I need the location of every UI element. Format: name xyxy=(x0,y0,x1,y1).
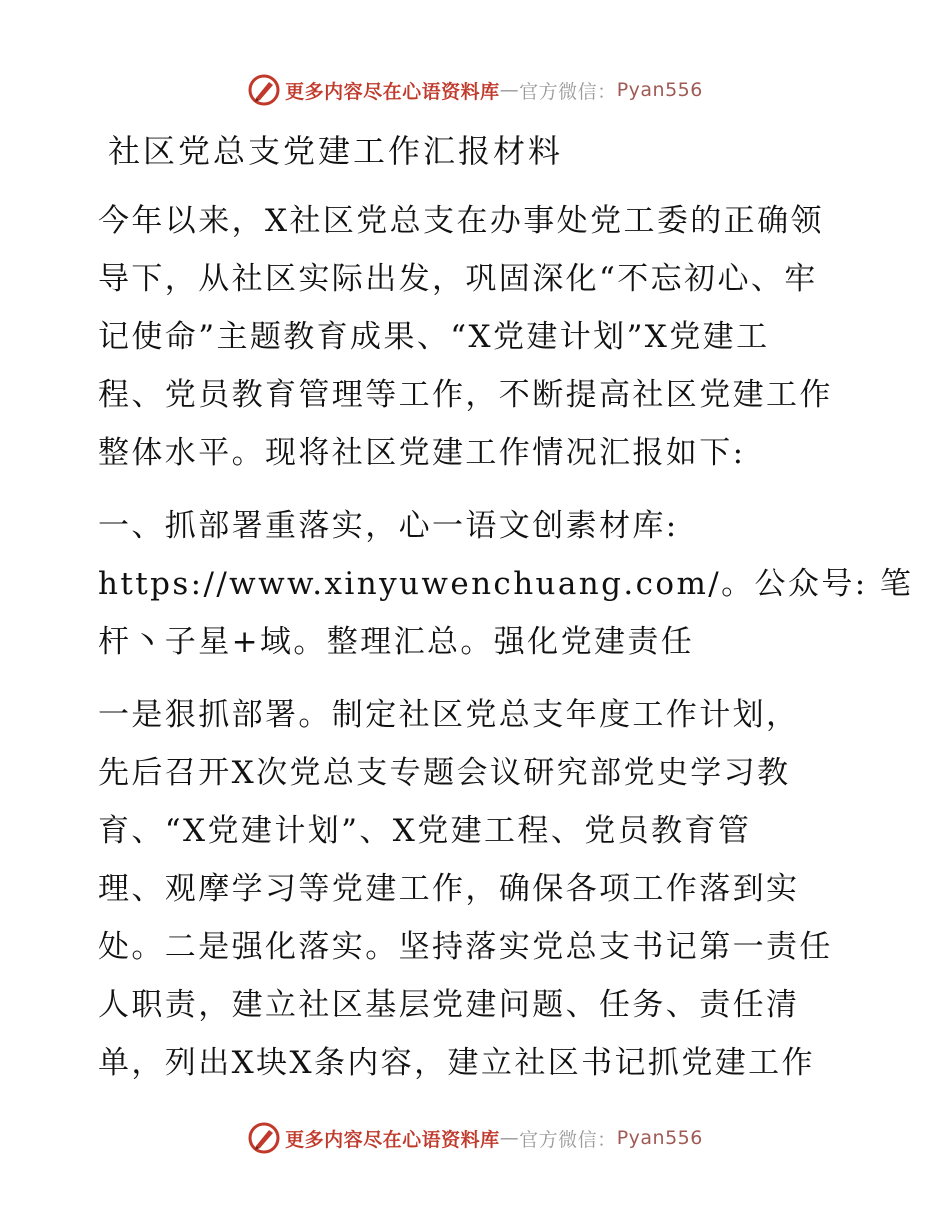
banner-main-text: 更多内容尽在心语资料库 xyxy=(285,80,500,103)
paragraph-line: 记使命”主题教育成果、“X党建计划”X党建工 xyxy=(98,319,770,355)
banner-main-text: 更多内容尽在心语资料库 xyxy=(285,1128,500,1151)
paragraph-line: 先后召开X次党总支专题会议研究部党史学习教 xyxy=(98,755,791,791)
banner-wechat-id: Pyan556 xyxy=(616,1127,703,1149)
paragraph-line: 杆丶子星+域。整理汇总。强化党建责任 xyxy=(98,624,695,660)
paragraph-line: 导下，从社区实际出发，巩固深化“不忘初心、牢 xyxy=(98,261,818,297)
paragraph-intro xyxy=(98,192,858,482)
banner-dash: — xyxy=(499,1127,520,1149)
paragraph-line: 处。二是强化落实。坚持落实党总支书记第一责任 xyxy=(98,929,833,965)
banner-wechat-id: Pyan556 xyxy=(616,79,703,101)
banner-official-label: 官方微信 xyxy=(519,80,598,103)
banner-dash: — xyxy=(499,79,520,101)
paragraph-line: https://www.xinyuwenchuang.com/。公众号: 笔 xyxy=(98,566,914,602)
document-title: 社区党总支党建工作汇报材料 xyxy=(108,132,564,170)
paragraph-line: 单，列出X块X条内容，建立社区书记抓党建工作 xyxy=(98,1045,815,1081)
paragraph-details xyxy=(98,686,858,1092)
paragraph-line: 育、“X党建计划”、X党建工程、党员教育管 xyxy=(98,813,752,849)
header-banner xyxy=(0,70,950,110)
pen-logo-icon xyxy=(247,1121,281,1155)
paragraph-line: 程、党员教育管理等工作，不断提高社区党建工作 xyxy=(98,377,833,413)
paragraph-line: 人职责，建立社区基层党建问题、任务、责任清 xyxy=(98,987,800,1023)
banner-colon: ： xyxy=(597,1128,617,1151)
paragraph-line: 整体水平。现将社区党建工作情况汇报如下: xyxy=(98,435,746,471)
paragraph-line: 今年以来，X社区党总支在办事处党工委的正确领 xyxy=(98,203,824,239)
paragraph-line: 一、抓部署重落实，心一语文创素材库: xyxy=(98,508,679,544)
banner-colon: ： xyxy=(597,80,617,103)
footer-banner xyxy=(0,1118,950,1158)
pen-logo-icon xyxy=(247,73,281,107)
paragraph-line: 理、观摩学习等党建工作，确保各项工作落到实 xyxy=(98,871,800,907)
paragraph-section-one xyxy=(98,497,914,671)
banner-official-label: 官方微信 xyxy=(519,1128,598,1151)
paragraph-line: 一是狠抓部署。制定社区党总支年度工作计划， xyxy=(98,697,800,733)
